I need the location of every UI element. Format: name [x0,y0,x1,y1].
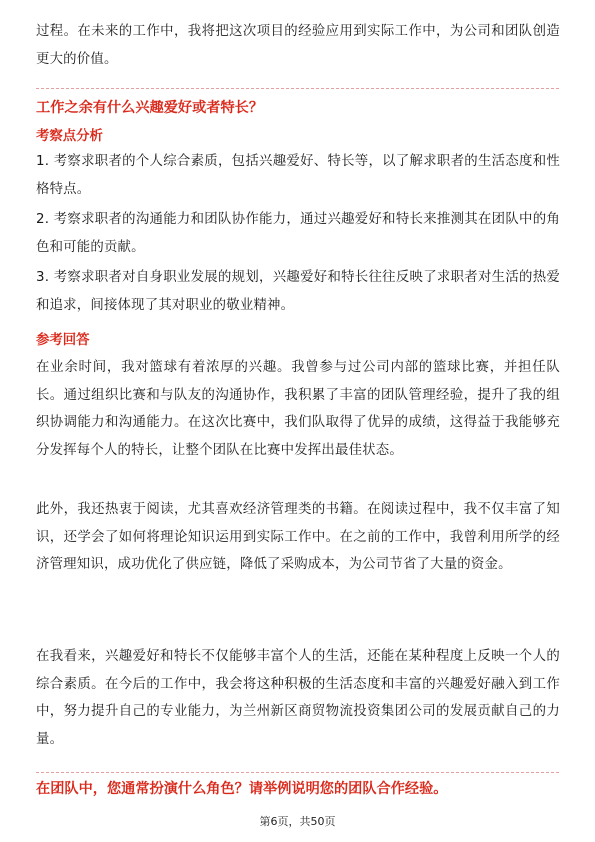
answer-paragraph-2: 此外，我还热衷于阅读，尤其喜欢经济管理类的书籍。在阅读过程中，我不仅丰富了知识，还学会了如何将理论知识运用到实际工作中。在之前的工作中，我曾利用所学的经济管理知识，成功优化了供应链，降低了采购成本，为公司节省了大量的资金。 [36,502,560,572]
next-question-title: 在团队中，您通常扮演什么角色？请举例说明您的团队合作经验。 [36,781,448,797]
analysis-point-1: 1. 考察求职者的个人综合素质，包括兴趣爱好、特长等，以了解求职者的生活态度和性格特点。 [36,154,560,197]
analysis-point-3: 3. 考察求职者对自身职业发展的规划，兴趣爱好和特长往往反映了求职者对生活的热爱和追求，间接体现了其对职业的敬业精神。 [36,270,560,313]
question-title: 工作之余有什么兴趣爱好或者特长？ [36,100,264,116]
section-divider [36,88,559,89]
answer-paragraph-3: 在我看来，兴趣爱好和特长不仅能够丰富个人的生活，还能在某种程度上反映一个人的综合素质。在今后的工作中，我会将这种积极的生活态度和丰富的兴趣爱好融入到工作中，努力提升自己的专业能力，为兰州新区商贸物流投资集团公司的发展贡献自己的力量。 [36,649,560,747]
analysis-point-2: 2. 考察求职者的沟通能力和团队协作能力，通过兴趣爱好和特长来推测其在团队中的角色和可能的贡献。 [36,212,560,255]
section-divider [36,772,559,773]
intro-paragraph: 过程。在未来的工作中，我将把这次项目的经验应用到实际工作中，为公司和团队创造更大的价值。 [36,24,560,67]
answer-heading: 参考回答 [36,333,90,348]
answer-paragraph-1: 在业余时间，我对篮球有着浓厚的兴趣。我曾参与过公司内部的篮球比赛，并担任队长。通过组织比赛和与队友的沟通协作，我积累了丰富的团队管理经验，提升了我的组织协调能力和沟通能力。在这次比赛中，我们队取得了优异的成绩，这得益于我能够充分发挥每个人的特长，让整个团队在比赛中发挥出最佳状态。 [36,360,560,458]
analysis-heading: 考察点分析 [36,129,103,144]
page-number: 第6页，共50页 [259,815,336,828]
